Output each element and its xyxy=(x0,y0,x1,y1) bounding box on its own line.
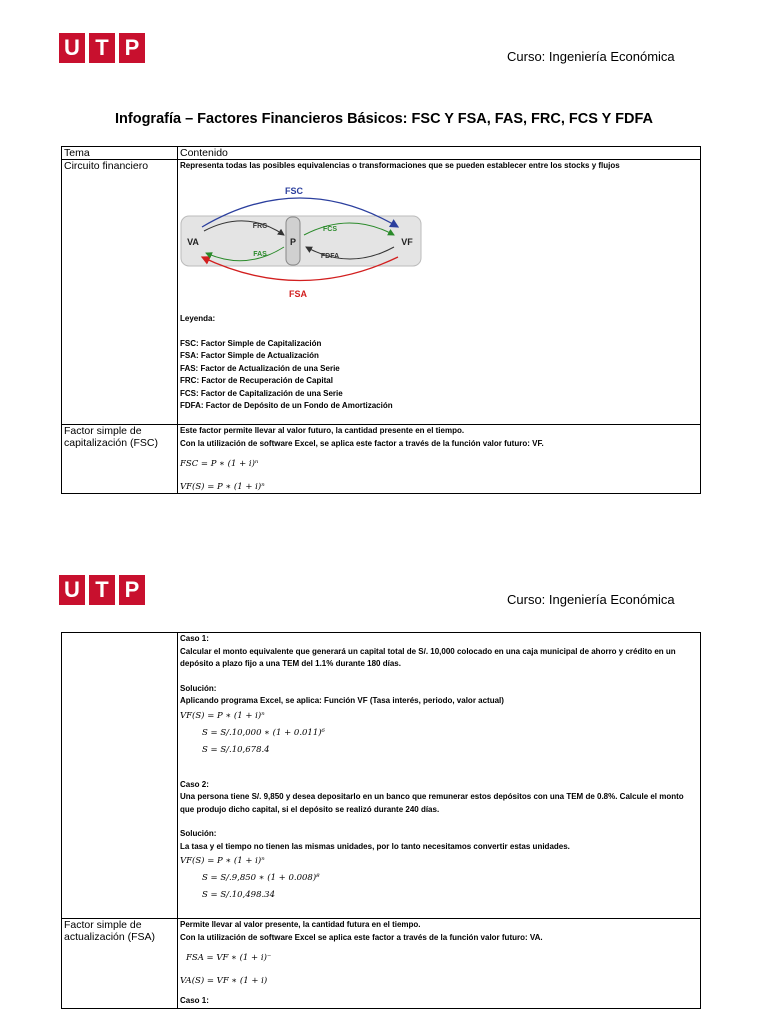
caso2-text: Una persona tiene S/. 9,850 y desea depositarlo en un banco que remunerar estos depósitos con una TEM de 0.8%. Calcule el monto que produjo dicho capital, si el depósito se realizó durante 240 días. xyxy=(180,792,684,814)
fsc-label: FSC xyxy=(285,185,303,196)
topic-fsc: Factor simple de capitalización (FSC) xyxy=(62,425,178,494)
content-fsa xyxy=(178,919,701,1009)
fsc-line1: Este factor permite llevar al valor futuro, la cantidad presente en el tiempo. xyxy=(180,426,465,435)
caso2-formula-2: S = S/.9,850 ∗ (1 + 0.008)⁸ xyxy=(202,873,320,883)
table-row xyxy=(62,160,701,425)
course-label: Curso: Ingeniería Económica xyxy=(507,49,675,64)
table-row xyxy=(62,633,701,919)
caso1-solution-title: Solución: xyxy=(180,683,217,693)
vf-formula: VF(S) = P ∗ (1 + i)ⁿ xyxy=(180,481,265,492)
caso1-formula-3: S = S/.10,678.4 xyxy=(202,744,270,755)
logo-letter-p: P xyxy=(119,33,145,63)
legend-title: Leyenda: xyxy=(180,314,216,323)
table-row xyxy=(62,425,701,494)
header-tema: Tema xyxy=(62,147,178,160)
p-node: P xyxy=(289,236,297,247)
legend-item: FDFA: Factor de Depósito de un Fondo de Amortización xyxy=(180,401,393,410)
utp-logo xyxy=(59,33,145,63)
fsc-line2: Con la utilización de software Excel, se aplica este factor a través de la función valor futuro: VF. xyxy=(180,438,544,448)
fsa-formula: FSA = VF ∗ (1 + i)⁻ xyxy=(186,953,272,963)
vf-node: VF xyxy=(401,236,413,247)
utp-logo xyxy=(59,575,145,605)
fas-label: FAS xyxy=(253,250,267,258)
table-row xyxy=(62,919,701,1009)
caso2-formula-1: VF(S) = P ∗ (1 + i)ⁿ xyxy=(180,856,265,866)
logo-letter-t: T xyxy=(89,575,115,605)
caso1-formula-1: VF(S) = P ∗ (1 + i)ⁿ xyxy=(180,710,265,721)
infographic-table xyxy=(61,146,701,494)
circuit-intro: Representa todas las posibles equivalencias o transformaciones que se pueden establecer entre los stocks y flujos xyxy=(180,161,620,170)
caso2-formula-3: S = S/.10,498.34 xyxy=(202,890,275,900)
legend-item: FAS: Factor de Actualización de una Serie xyxy=(180,363,340,373)
va-node: VA xyxy=(187,236,199,247)
topic-empty xyxy=(62,633,178,919)
page-title: Infografía – Factores Financieros Básicos: FSC Y FSA, FAS, FRC, FCS Y FDFA xyxy=(115,111,653,127)
topic-circuito: Circuito financiero xyxy=(62,160,178,425)
fsa-label: FSA xyxy=(289,288,307,299)
logo-letter-u: U xyxy=(59,575,85,605)
fsc-formula: FSC = P ∗ (1 + i)ⁿ xyxy=(180,459,259,469)
caso1-formula-2: S = S/.10,000 ∗ (1 + 0.011)⁶ xyxy=(202,727,325,738)
va-formula: VA(S) = VF ∗ (1 + i) xyxy=(180,975,268,986)
caso2-title: Caso 2: xyxy=(180,779,209,789)
circuit-svg xyxy=(180,179,424,303)
content-fsc xyxy=(178,425,701,494)
caso2-solution-title: Solución: xyxy=(180,829,217,838)
logo-letter-t: T xyxy=(89,33,115,63)
content-cases xyxy=(178,633,701,919)
table-header-row xyxy=(62,147,701,160)
infographic-table-continued xyxy=(61,632,701,1009)
legend-item: FSA: Factor Simple de Actualización xyxy=(180,351,319,360)
legend-item: FCS: Factor de Capitalización de una Serie xyxy=(180,388,343,398)
fsa-line1: Permite llevar al valor presente, la cantidad futura en el tiempo. xyxy=(180,920,421,929)
caso1-solution-text: Aplicando programa Excel, se aplica: Función VF (Tasa interés, periodo, valor actual) xyxy=(180,696,504,705)
content-circuito xyxy=(178,160,701,425)
fsa-line2: Con la utilización de software Excel se aplica este factor a través de la función valor futuro: VA. xyxy=(180,932,543,942)
financial-circuit-diagram xyxy=(180,179,698,308)
circuit-band xyxy=(181,216,421,266)
course-label: Curso: Ingeniería Económica xyxy=(507,592,675,607)
caso2-solution-text: La tasa y el tiempo no tienen las mismas unidades, por lo tanto necesitamos convertir estas unidades. xyxy=(180,841,570,851)
frc-label: FRC xyxy=(252,222,268,230)
topic-fsa: Factor simple de actualización (FSA) xyxy=(62,919,178,1009)
caso1-text: Calcular el monto equivalente que generará un capital total de S/. 10,000 colocado en una caja municipal de ahorro y crédito en un depósito a plazo fijo a una TEM del 1.1% durante 180 días. xyxy=(180,646,676,668)
fdfa-label: FDFA xyxy=(320,252,340,260)
header-contenido: Contenido xyxy=(178,147,701,160)
legend-item: FSC: Factor Simple de Capitalización xyxy=(180,338,322,348)
fcs-label: FCS xyxy=(323,225,337,233)
caso1-title: Caso 1: xyxy=(180,634,209,643)
legend-item: FRC: Factor de Recuperación de Capital xyxy=(180,376,333,385)
fsa-caso1-title: Caso 1: xyxy=(180,996,209,1005)
logo-letter-p: P xyxy=(119,575,145,605)
logo-letter-u: U xyxy=(59,33,85,63)
